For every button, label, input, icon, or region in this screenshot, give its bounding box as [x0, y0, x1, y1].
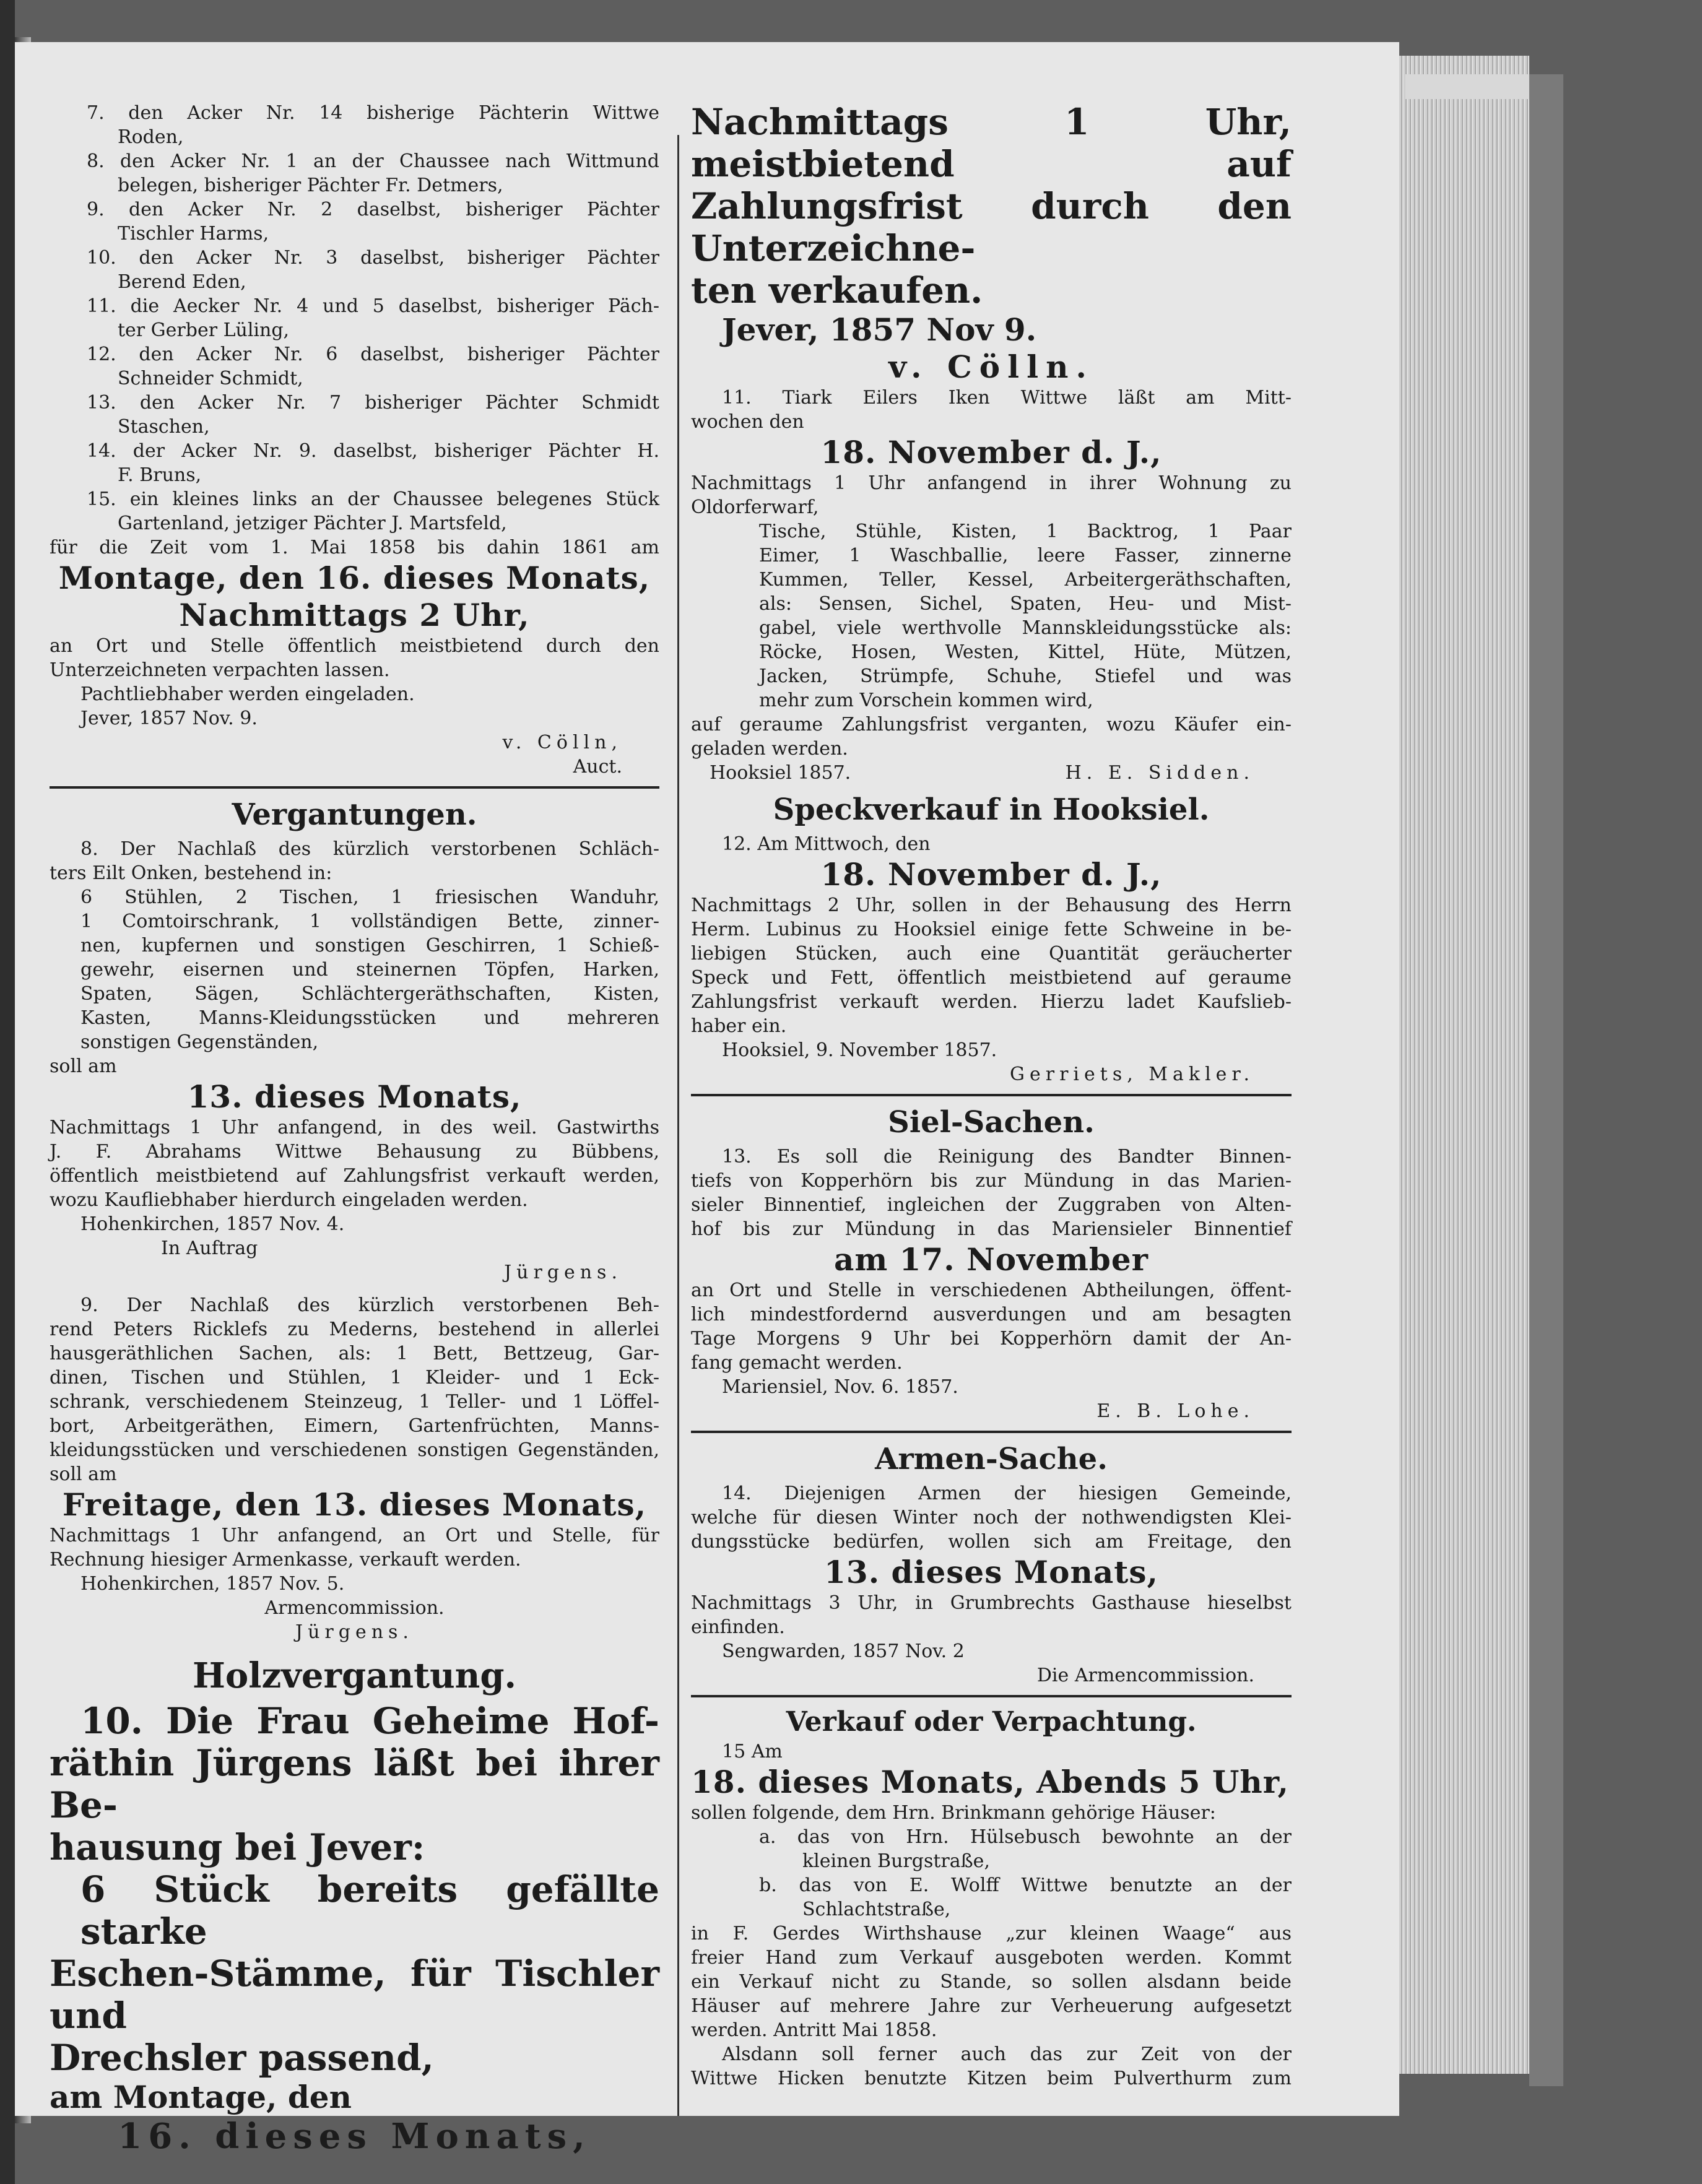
place-date: Hohenkirchen, 1857 Nov. 5. — [80, 1573, 345, 1595]
body-text: hausgeräthlichen Sachen, als: 1 Bett, Bettzeug, Gar- — [50, 1343, 659, 1364]
place-signature-row — [691, 761, 1292, 785]
lease-item: 9. den Acker Nr. 2 daselbst, bisheriger Pächter — [87, 199, 659, 220]
body-text: dinen, Tischen und Stühlen, 1 Kleider- und 1 Eck- — [50, 1367, 659, 1389]
lease-item-cont: Tischler Harms, — [118, 223, 269, 245]
signature: Jürgens. — [504, 1262, 622, 1283]
body-text: freier Hand zum Verkauf ausgeboten werden. Kommt — [691, 1947, 1292, 1969]
body-text: fang gemacht werden. — [691, 1352, 903, 1374]
signature: v. Cölln, — [502, 732, 622, 753]
body-text: Wittwe Hicken benutzte Kitzen beim Pulverthurm zum — [691, 2068, 1292, 2089]
body-text: Kummen, Teller, Kessel, Arbeitergeräthschaften, — [759, 569, 1292, 591]
body-text: werden. Antritt Mai 1858. — [691, 2019, 937, 2041]
body-text: an Ort und Stelle in verschiedenen Abtheilungen, öffent- — [691, 1280, 1292, 1301]
body-text: hof bis zur Mündung in das Mariensieler Binnentief — [691, 1218, 1292, 1240]
lease-item: 10. den Acker Nr. 3 daselbst, bisheriger Pächter — [87, 247, 659, 269]
book-cover-edge — [1529, 74, 1563, 2086]
body-text: 12. Am Mittwoch, den — [722, 833, 931, 855]
body-text: gabel, viele werthvolle Mannskleidungsstücke als: — [759, 617, 1292, 639]
section-heading: Speckverkauf in Hooksiel. — [773, 792, 1210, 827]
body-text: Unterzeichneten verpachten lassen. — [50, 659, 390, 681]
signature-title: Auct. — [573, 756, 622, 778]
body-text: Tage Morgens 9 Uhr bei Kopperhörn damit der An- — [691, 1328, 1292, 1350]
body-text-large: Zahlungsfrist durch den Unterzeichne- — [691, 185, 1292, 269]
body-text: 15 Am — [722, 1741, 783, 1762]
body-text: auf geraume Zahlungsfrist verganten, wozu Käufer ein- — [691, 714, 1292, 735]
body-text: nen, kupfernen und sonstigen Geschirren, 1 Schieß- — [80, 935, 659, 956]
signature: Jürgens. — [295, 1621, 414, 1643]
body-text: wochen den — [691, 411, 804, 433]
body-text: Spaten, Sägen, Schlächtergeräthschaften, Kisten, — [80, 983, 659, 1005]
body-text: Häuser auf mehrere Jahre zur Verheuerung aufgesetzt — [691, 1995, 1292, 2017]
body-text-large: hausung bei Jever: — [50, 1826, 425, 1868]
body-text: Nachmittags 2 Uhr, sollen in der Behausung des Herrn — [691, 895, 1292, 916]
body-text: tiefs von Kopperhörn bis zur Mündung in das Marien- — [691, 1170, 1292, 1192]
lease-period: für die Zeit vom 1. Mai 1858 bis dahin 1861 am — [50, 537, 659, 558]
body-text: mehr zum Vorschein kommen wird, — [759, 690, 1093, 711]
place-date: Hooksiel, 9. November 1857. — [722, 1039, 997, 1061]
body-text: Tische, Stühle, Kisten, 1 Backtrog, 1 Paar — [759, 521, 1292, 542]
body-text: soll am — [50, 1463, 117, 1485]
section-rule — [691, 1431, 1292, 1433]
section-heading: Armen-Sache. — [875, 1442, 1108, 1476]
body-text: sonstigen Gegenständen, — [80, 1031, 319, 1053]
body-text: welche für diesen Winter noch der nothwendigsten Klei- — [691, 1507, 1292, 1528]
lease-item-cont: Gartenland, jetziger Pächter J. Martsfeld, — [118, 513, 507, 534]
body-text: Kasten, Manns-Kleidungsstücken und mehreren — [80, 1007, 659, 1029]
place-date: Jever, 1857 Nov. 9. — [80, 708, 258, 729]
body-text: öffentlich meistbietend auf Zahlungsfrist verkauft werden, — [50, 1165, 659, 1187]
section-heading: Siel-Sachen. — [888, 1105, 1095, 1140]
right-column — [691, 101, 1292, 2091]
lease-item-cont: Staschen, — [118, 416, 210, 438]
body-text-large: 6 Stück bereits gefällte starke — [80, 1868, 659, 1952]
body-text: In Auftrag — [161, 1237, 258, 1259]
body-text: Jacken, Strümpfe, Schuhe, Stiefel und was — [759, 665, 1292, 687]
signature: v. Cölln. — [888, 349, 1094, 385]
section-rule — [691, 1695, 1292, 1697]
body-text: Alsdann soll ferner auch das zur Zeit von der — [722, 2043, 1292, 2065]
body-text: als: Sensen, Sichel, Spaten, Heu- und Mist- — [759, 593, 1292, 615]
place-date: Hohenkirchen, 1857 Nov. 4. — [80, 1213, 345, 1235]
body-text-large: räthin Jürgens läßt bei ihrer Be- — [50, 1742, 659, 1826]
body-text: ein Verkauf nicht zu Stande, so sollen alsdann beide — [691, 1971, 1292, 1993]
body-text: lich mindestfordernd ausverdungen und am besagten — [691, 1304, 1292, 1325]
body-text: kleidungsstücken und verschiedenen sonstigen Gegenständen, — [50, 1439, 659, 1461]
lease-item: 12. den Acker Nr. 6 daselbst, bisheriger Pächter — [87, 344, 659, 365]
body-text: soll am — [50, 1055, 117, 1077]
body-text-large: Eschen-Stämme, für Tischler und — [50, 1952, 659, 2037]
body-text: Herm. Lubinus zu Hooksiel einige fette Schweine in be- — [691, 919, 1292, 940]
newspaper-page — [15, 42, 1399, 2157]
auction-date: 13. dieses Monats, — [187, 1078, 522, 1115]
body-text: 14. Diejenigen Armen der hiesigen Gemeinde, — [722, 1483, 1292, 1504]
body-text: dungsstücke bedürfen, wollen sich am Freitage, den — [691, 1531, 1292, 1553]
body-text-large: am Montage, den — [50, 2079, 352, 2115]
body-text: einfinden. — [691, 1616, 785, 1638]
list-item-cont: kleinen Burgstraße, — [802, 1850, 990, 1872]
lease-item: 8. den Acker Nr. 1 an der Chaussee nach Wittmund — [87, 150, 659, 172]
place-date: Jever, 1857 Nov 9. — [722, 311, 1037, 348]
body-text: Pachtliebhaber werden eingeladen. — [80, 683, 415, 705]
body-text: in F. Gerdes Wirthshause „zur kleinen Waage“ aus — [691, 1923, 1292, 1944]
body-text: Nachmittags 1 Uhr anfangend, in des weil. Gastwirths — [50, 1117, 659, 1138]
body-text: gewehr, eisernen und steinernen Töpfen, Harken, — [80, 959, 659, 981]
section-heading: Vergantungen. — [232, 797, 477, 832]
auction-date: 13. dieses Monats, — [824, 1554, 1158, 1590]
body-text: sollen folgende, dem Hrn. Brinkmann gehörige Häuser: — [691, 1802, 1216, 1824]
lease-item-cont: Roden, — [118, 126, 184, 148]
body-text: 8. Der Nachlaß des kürzlich verstorbenen Schläch- — [80, 838, 659, 860]
lease-item: 7. den Acker Nr. 14 bisherige Pächterin Wittwe — [87, 102, 659, 124]
lease-item: 13. den Acker Nr. 7 bisheriger Pächter Schmidt — [87, 392, 659, 414]
auction-date: Freitage, den 13. dieses Monats, — [62, 1486, 647, 1523]
lease-item-cont: Berend Eden, — [118, 271, 246, 293]
place-date: Mariensiel, Nov. 6. 1857. — [722, 1376, 958, 1398]
signature: Armencommission. — [264, 1597, 445, 1619]
body-text: Zahlungsfrist verkauft werden. Hierzu ladet Kaufslieb- — [691, 991, 1292, 1013]
body-text-large: 10. Die Frau Geheime Hof- — [80, 1700, 659, 1742]
lease-item-cont: belegen, bisheriger Pächter Fr. Detmers, — [118, 175, 503, 196]
signature: E. B. Lohe. — [1096, 1400, 1254, 1422]
auction-date: 18. November d. J., — [820, 434, 1162, 470]
book-fore-edge-top — [1405, 74, 1529, 99]
lease-item: 15. ein kleines links an der Chaussee belegenes Stück — [87, 488, 659, 510]
body-text: Röcke, Hosen, Westen, Kittel, Hüte, Mützen, — [759, 641, 1292, 663]
auction-date: Montage, den 16. dieses Monats, — [58, 560, 651, 596]
section-rule — [50, 786, 659, 789]
body-text: Eimer, 1 Waschballie, leere Fasser, zinnerne — [759, 545, 1292, 566]
body-text: 1 Comtoirschrank, 1 vollständigen Bette, zinner- — [80, 911, 659, 932]
body-text: Oldorferwarf, — [691, 496, 819, 518]
body-text-large: Nachmittags 1 Uhr, meistbietend auf — [691, 101, 1292, 185]
body-text: 6 Stühlen, 2 Tischen, 1 friesischen Wanduhr, — [80, 886, 659, 908]
body-text: ters Eilt Onken, bestehend in: — [50, 862, 332, 884]
list-item: a. das von Hrn. Hülsebusch bewohnte an der — [759, 1826, 1292, 1848]
body-text: geladen werden. — [691, 738, 848, 760]
body-text-large: Drechsler passend, — [50, 2037, 434, 2079]
signature: H. E. Sidden. — [1065, 762, 1254, 784]
column-divider — [677, 135, 679, 2116]
auction-time: Nachmittags 2 Uhr, — [179, 597, 530, 633]
body-text: schrank, verschiedenem Steinzeug, 1 Teller- und 1 Löffel- — [50, 1391, 659, 1413]
body-text: Nachmittags 3 Uhr, in Grumbrechts Gasthause hieselbst — [691, 1592, 1292, 1614]
body-text: 9. Der Nachlaß des kürzlich verstorbenen Beh- — [80, 1294, 659, 1316]
left-column — [50, 101, 659, 2157]
lease-item-cont: Schneider Schmidt, — [118, 368, 303, 389]
binding-shadow — [0, 0, 15, 2184]
body-text: Nachmittags 1 Uhr anfangend in ihrer Wohnung zu — [691, 472, 1292, 494]
auction-date: am 17. November — [833, 1241, 1149, 1278]
body-text: Rechnung hiesiger Armenkasse, verkauft werden. — [50, 1549, 521, 1571]
body-text-large: ten verkaufen. — [691, 269, 983, 311]
section-heading: Holzvergantung. — [192, 1655, 517, 1696]
body-text: haber ein. — [691, 1015, 787, 1037]
auction-date: 18. November d. J., — [820, 856, 1162, 893]
body-text: J. F. Abrahams Wittwe Behausung zu Bübbens, — [50, 1141, 659, 1163]
signature: Gerriets, Makler. — [1010, 1064, 1254, 1085]
place-date: Sengwarden, 1857 Nov. 2 — [722, 1640, 965, 1662]
lease-items — [50, 101, 659, 535]
body-text: bort, Arbeitgeräthen, Eimern, Gartenfrüchten, Manns- — [50, 1415, 659, 1437]
body-text: 11. Tiark Eilers Iken Wittwe läßt am Mitt- — [722, 387, 1292, 409]
place-date: Hooksiel 1857. — [710, 762, 851, 784]
lease-item: 11. die Aecker Nr. 4 und 5 daselbst, bisheriger Päch- — [87, 295, 659, 317]
auction-date: 16. dieses Monats, — [118, 2116, 591, 2157]
list-item-cont: Schlachtstraße, — [802, 1899, 951, 1920]
auction-date: 18. dieses Monats, Abends 5 Uhr, — [691, 1764, 1289, 1800]
lease-item: 14. der Acker Nr. 9. daselbst, bisheriger Pächter H. — [87, 440, 659, 462]
signature: Die Armencommission. — [1036, 1665, 1254, 1686]
list-item: b. das von E. Wolff Wittwe benutzte an der — [759, 1874, 1292, 1896]
body-text: rend Peters Ricklefs zu Mederns, bestehend in allerlei — [50, 1319, 659, 1340]
book-fore-edge — [1399, 56, 1529, 2074]
body-text: 13. Es soll die Reinigung des Bandter Binnen- — [722, 1146, 1292, 1168]
body-text: sieler Binnentief, ingleichen der Zuggraben von Alten- — [691, 1194, 1292, 1216]
body-text: Speck und Fett, öffentlich meistbietend auf geraume — [691, 967, 1292, 989]
lease-item-cont: ter Gerber Lüling, — [118, 319, 290, 341]
lease-item-cont: F. Bruns, — [118, 464, 202, 486]
section-rule — [691, 1094, 1292, 1096]
section-heading: Verkauf oder Verpachtung. — [786, 1706, 1197, 1738]
body-text: liebigen Stücken, auch eine Quantität geräucherter — [691, 943, 1292, 964]
body-text: wozu Kaufliebhaber hierdurch eingeladen werden. — [50, 1189, 528, 1211]
body-text: an Ort und Stelle öffentlich meistbietend durch den — [50, 635, 659, 657]
body-text: Nachmittags 1 Uhr anfangend, an Ort und Stelle, für — [50, 1525, 659, 1546]
